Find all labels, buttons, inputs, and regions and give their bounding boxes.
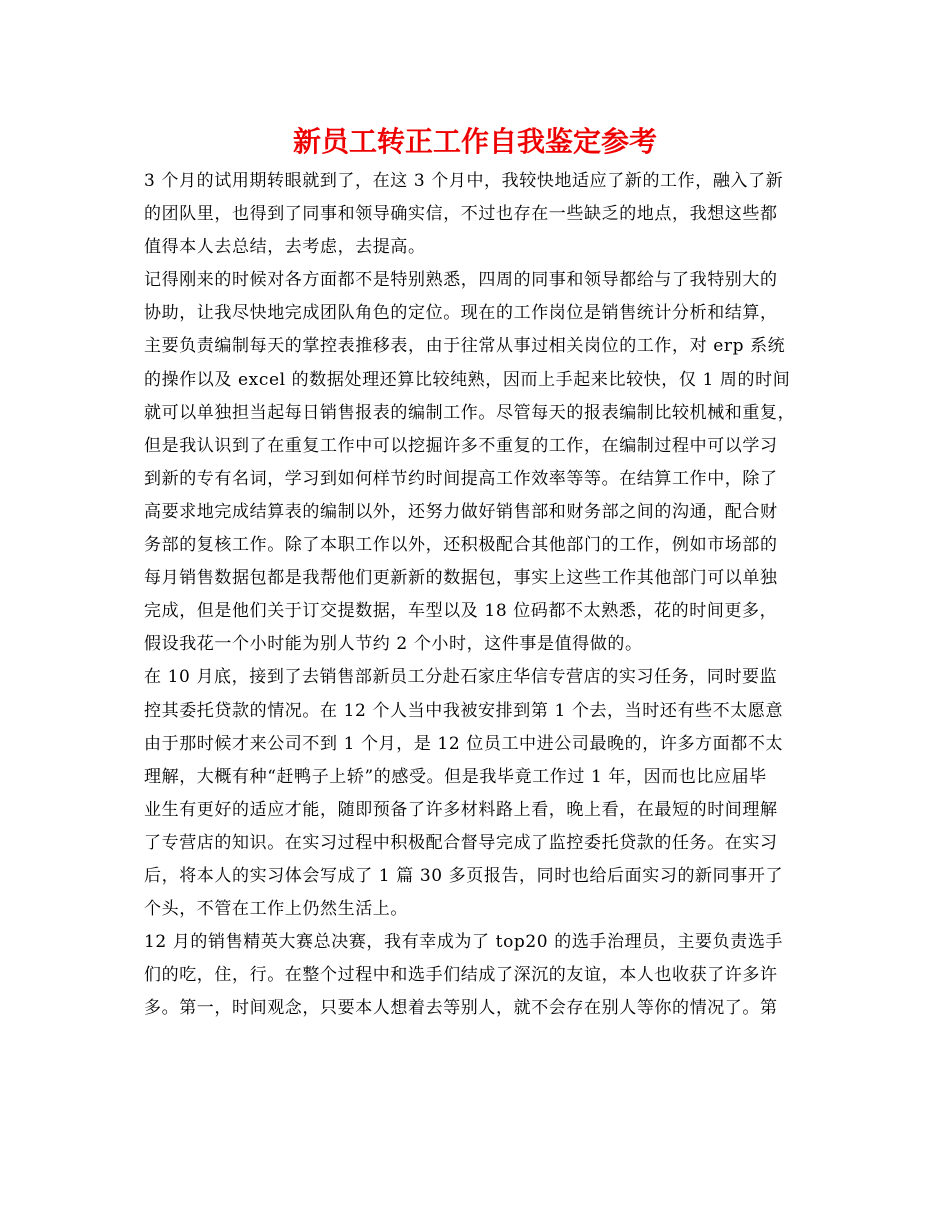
paragraph-line: 完成，但是他们关于订交提数据，车型以及 18 位码都不太熟悉，花的时间更多，	[144, 601, 778, 622]
paragraph-line: 个头，不管在工作上仍然生活上。	[144, 899, 408, 920]
document-body	[144, 165, 824, 1025]
paragraph-line: 主要负责编制每天的掌控表推移表，由于往常从事过相关岗位的工作，对 erp 系统	[144, 336, 786, 357]
paragraph-line: 每月销售数据包都是我帮他们更新新的数据包，事实上这些工作其他部门可以单独	[144, 568, 778, 589]
paragraph-line: 3 个月的试用期转眼就到了，在这 3 个月中，我较快地适应了新的工作，融入了新	[144, 171, 784, 191]
paragraph-line: 协助，让我尽快地完成团队角色的定位。现在的工作岗位是销售统计分析和结算，	[144, 303, 778, 324]
paragraph-line: 12 月的销售精英大赛总决赛，我有幸成为了 top20 的选手治理员，主要负责选手	[144, 932, 784, 953]
paragraph-line: 就可以单独担当起每日销售报表的编制工作。尽管每天的报表编制比较机械和重复，	[144, 402, 796, 423]
paragraph-line: 值得本人去总结，去考虑，去提高。	[144, 237, 426, 258]
paragraph-line: 控其委托贷款的情况。在 12 个人当中我被安排到第 1 个去，当时还有些不太愿意	[144, 700, 784, 721]
paragraph-line: 在 10 月底，接到了去销售部新员工分赴石家庄华信专营店的实习任务，同时要监	[144, 667, 778, 688]
paragraph-line: 到新的专有名词，学习到如何样节约时间提高工作效率等等。在结算工作中，除了	[144, 468, 778, 489]
paragraph-line: 高要求地完成结算表的编制以外，还努力做好销售部和财务部之间的沟通，配合财	[144, 501, 778, 522]
document-title: 新员工转正工作自我鉴定参考	[292, 125, 657, 158]
paragraph-line: 们的吃，住，行。在整个过程中和选手们结成了深沉的友谊，本人也收获了许多许	[144, 965, 778, 986]
paragraph-line: 务部的复核工作。除了本职工作以外，还积极配合其他部门的工作，例如市场部的	[144, 535, 778, 556]
paragraph-line: 后，将本人的实习体会写成了 1 篇 30 多页报告，同时也给后面实习的新同事开了	[144, 865, 784, 886]
paragraph-line: 的团队里，也得到了同事和领导确实信，不过也存在一些缺乏的地点，我想这些都	[144, 204, 778, 225]
paragraph-line: 由于那时候才来公司不到 1 个月，是 12 位员工中进公司最晚的，许多方面都不太	[144, 733, 784, 754]
paragraph-line: 了专营店的知识。在实习过程中积极配合督导完成了监控委托贷款的任务。在实习	[144, 832, 778, 853]
paragraph-line: 记得刚来的时候对各方面都不是特别熟悉，四周的同事和领导都给与了我特别大的	[144, 270, 778, 291]
paragraph-line: 多。第一，时间观念，只要本人想着去等别人，就不会存在别人等你的情况了。第	[144, 998, 778, 1019]
paragraph-line: 理解，大概有种“赶鸭子上轿”的感受。但是我毕竟工作过 1 年，因而也比应届毕	[144, 766, 767, 787]
paragraph-line: 但是我认识到了在重复工作中可以挖掘许多不重复的工作，在编制过程中可以学习	[144, 435, 778, 456]
paragraph-line: 业生有更好的适应才能，随即预备了许多材料路上看，晚上看，在最短的时间理解	[144, 799, 778, 820]
paragraph-line: 的操作以及 excel 的数据处理还算比较纯熟，因而上手起来比较快，仅 1 周的时间	[144, 369, 791, 390]
paragraph-line: 假设我花一个小时能为别人节约 2 个小时，这件事是值得做的。	[144, 634, 643, 655]
